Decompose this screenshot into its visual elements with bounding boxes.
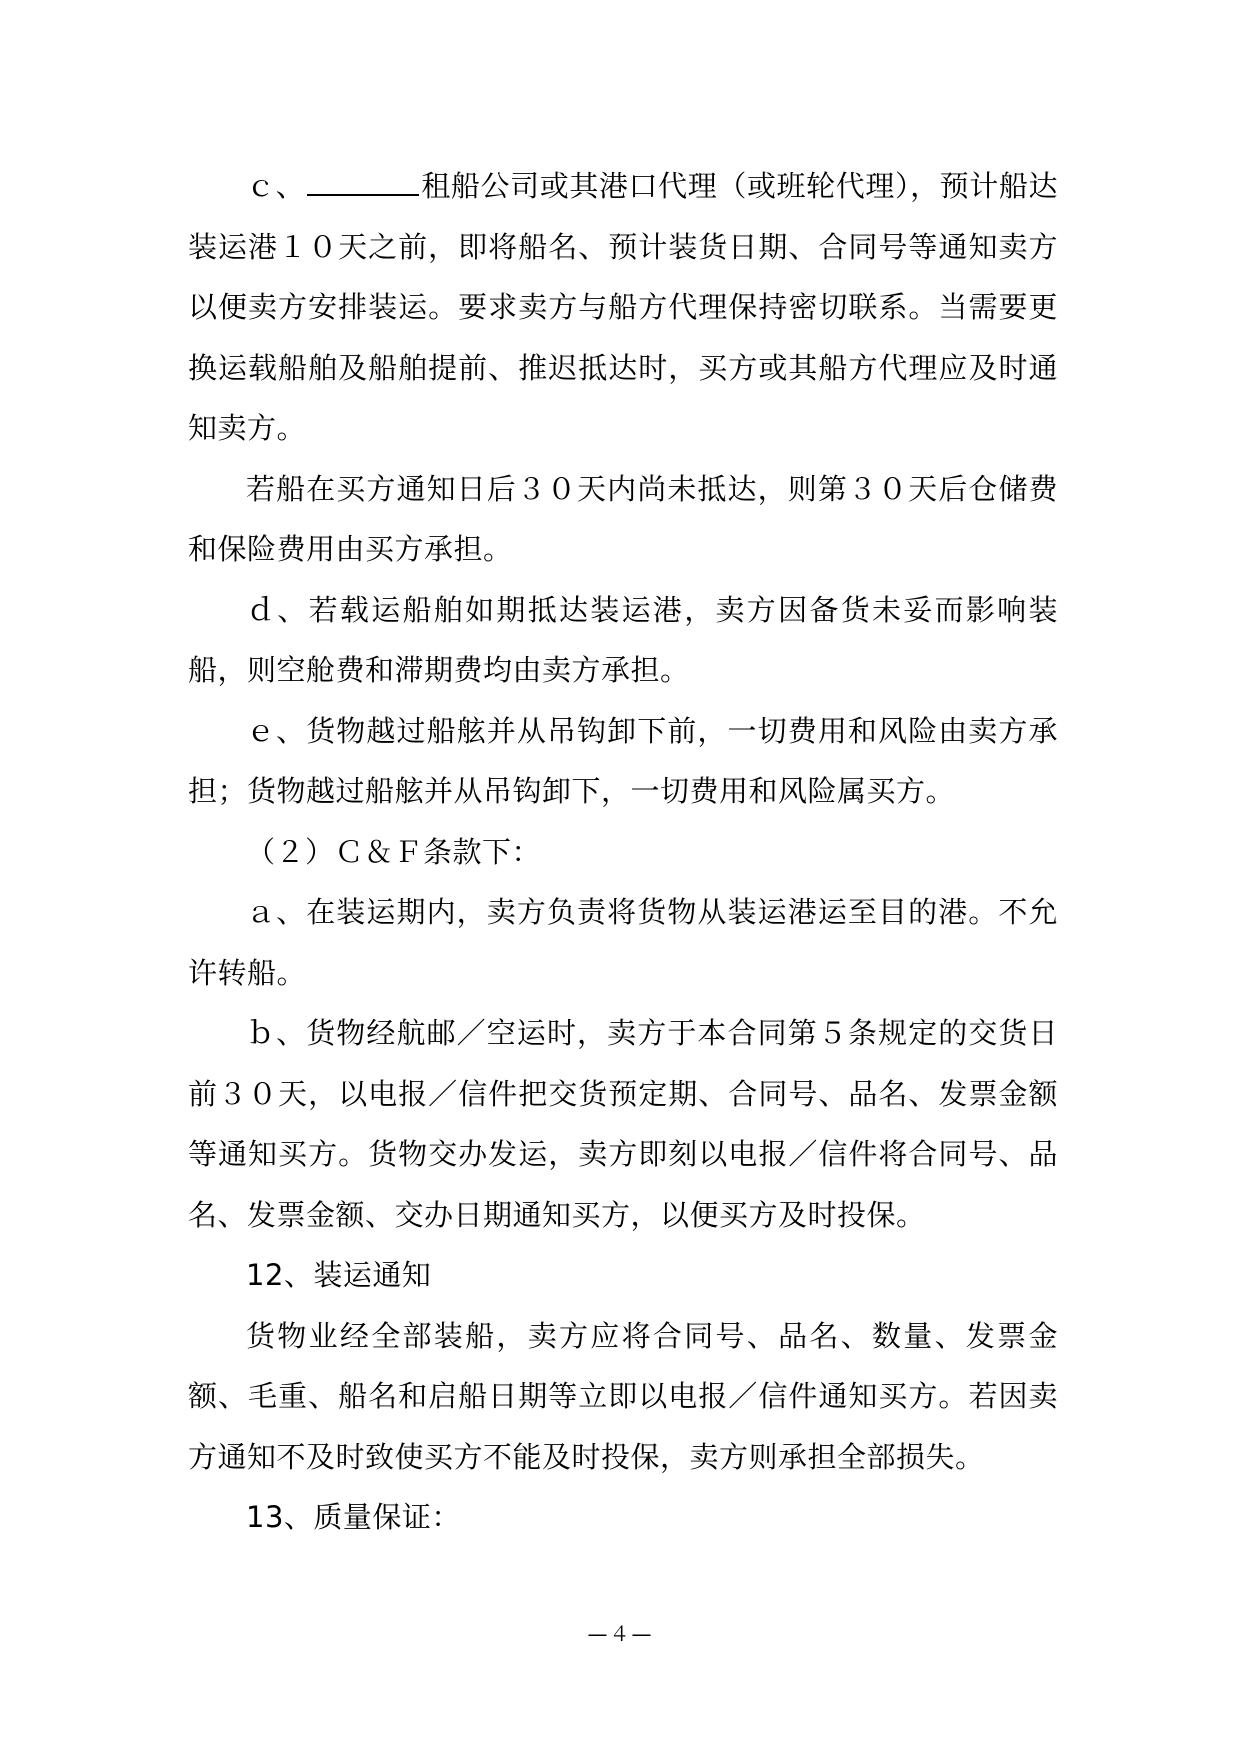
section-heading-12: 12、装运通知 [246, 1258, 432, 1292]
paragraph-e: ｅ、货物越过船舷并从吊钩卸下前，一切费用和风险由卖方承担；货物越过船舷并从吊钩卸下，一切费用和风险属买方。 [188, 713, 1058, 808]
paragraph-d: ｄ、若载运船舶如期抵达装运港，卖方因备货未妥而影响装船，则空舱费和滞期费均由卖方承担。 [188, 592, 1058, 687]
document-body [188, 156, 1058, 1548]
paragraph-c-prefix: ｃ、 [246, 169, 306, 203]
paragraph-a: ａ、在装运期内，卖方负责将货物从装运港运至目的港。不允许转船。 [188, 895, 1058, 990]
paragraph-c [188, 156, 1058, 459]
paragraph-b: ｂ、货物经航邮／空运时，卖方于本合同第５条规定的交货日前３０天，以电报／信件把交货预定期、合同号、品名、发票金额等通知买方。货物交办发运，卖方即刻以电报／信件将合同号、品名、发票金额、交办日期通知买方，以便买方及时投保。 [188, 1016, 1058, 1232]
fill-in-blank [307, 170, 419, 196]
paragraph-cf-heading: （２）Ｃ＆Ｆ条款下： [246, 834, 542, 869]
paragraph-storage-fee: 若船在买方通知日后３０天内尚未抵达，则第３０天后仓储费和保险费用由买方承担。 [188, 471, 1058, 566]
paragraph-shipping-notice: 货物业经全部装船，卖方应将合同号、品名、数量、发票金额、毛重、船名和启船日期等立即以电报／信件通知买方。若因卖方通知不及时致使买方不能及时投保，卖方则承担全部损失。 [188, 1318, 1058, 1474]
page-number: —４— [587, 1622, 654, 1646]
section-heading-13: 13、质量保证： [246, 1500, 461, 1534]
paragraph-c-text: 租船公司或其港口代理（或班轮代理），预计船达装运港１０天之前，即将船名、预计装货日期、合同号等通知卖方以便卖方安排装运。要求卖方与船方代理保持密切联系。当需要更换运载船舶及船舶提前、推迟抵达时，买方或其船方代理应及时通知卖方。 [188, 169, 1058, 445]
